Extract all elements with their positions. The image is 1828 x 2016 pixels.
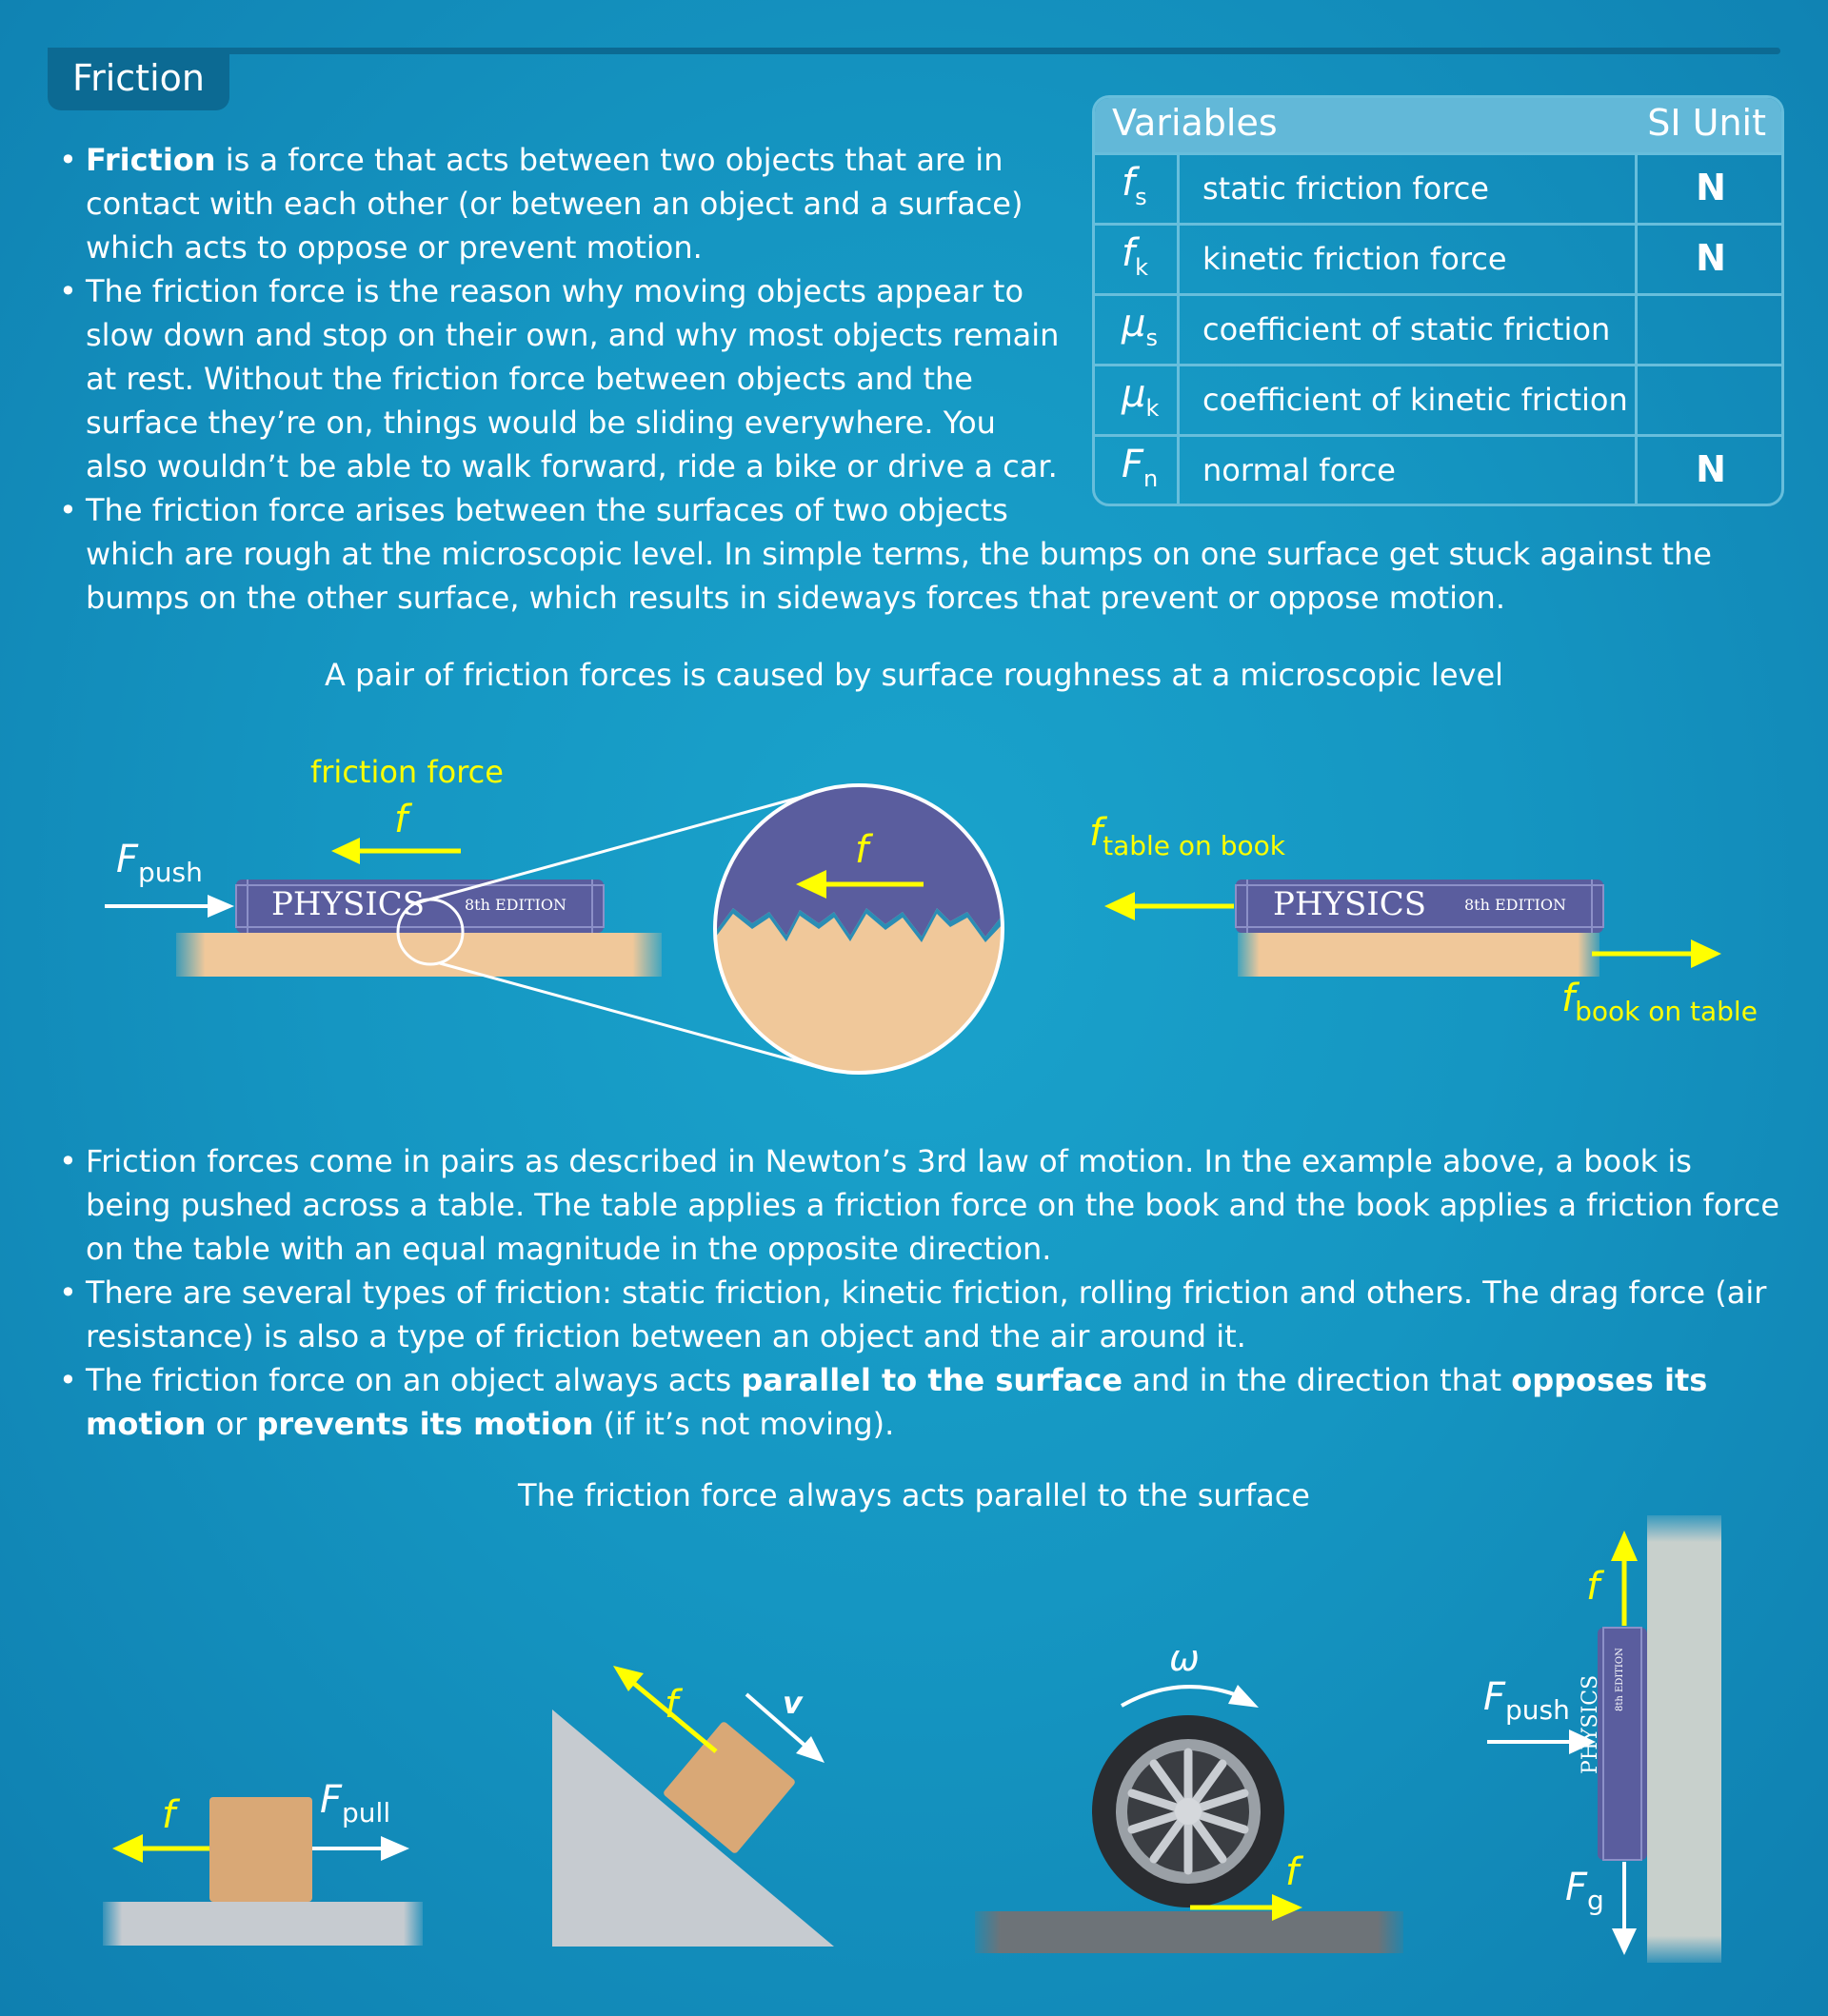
wheel-friction-symbol: f — [1285, 1850, 1300, 1894]
header-variables: Variables — [1112, 102, 1278, 144]
book-title: PHYSICS — [1273, 885, 1427, 923]
variable-symbol: $\mu_k$ — [1122, 372, 1160, 422]
gravity-label: $F_g$ — [1565, 1866, 1604, 1916]
diagram1-caption: A pair of friction forces is caused by surface roughness at a microscopic level — [324, 657, 1504, 693]
ramp — [552, 1710, 834, 1947]
push-arrow — [105, 895, 234, 918]
bullet-text: is a force that acts between two objects that are in contact with each other (or between an object and a surface) which acts to oppose or prevent motion. — [86, 142, 1023, 266]
bullet-friction-types: • There are several types of friction: static friction, kinetic friction, rolling friction and others. The drag force (air resistance) is also a type of friction between an object and the air around it. — [57, 1271, 1780, 1358]
variable-unit: N — [1696, 448, 1726, 490]
bullet-friction-reason: • The friction force is the reason why moving objects appear to slow down and stop on their own, and why most objects remain at rest. Without the friction force between objects and the surface they’re on, things would be sliding everywhere. You also wouldn’t be able to walk forward, ride a bike or drive a car. — [57, 269, 1066, 488]
book-edition-vertical: 8th EDITION — [1615, 1648, 1625, 1711]
push-force-label: $F_{push}$ — [116, 838, 203, 888]
bullet-parallel-direction: • The friction force on an object always acts parallel to the surface and in the direction that opposes its motion or prevents its motion (if it’s not moving). — [57, 1358, 1780, 1446]
zoom-friction-symbol: f — [855, 828, 869, 872]
variable-description: kinetic friction force — [1202, 241, 1507, 277]
variable-description: coefficient of static friction — [1202, 311, 1611, 347]
book-title-vertical: PHYSICS — [1579, 1674, 1602, 1774]
variable-symbol: $\mu_s$ — [1122, 302, 1158, 351]
friction-force-label: friction force — [310, 754, 504, 790]
omega-label: ω — [1169, 1637, 1200, 1679]
table-on-book-arrow — [1104, 892, 1234, 920]
zoomed-surface-view — [705, 781, 1019, 1085]
diagram2-caption: The friction force always acts parallel to the surface — [518, 1477, 1310, 1513]
bold-term: Friction — [86, 142, 216, 178]
pairs-bullets — [57, 1139, 1780, 1446]
variable-symbol: $f_k$ — [1122, 231, 1148, 281]
pull-force-label: $F_{pull}$ — [320, 1778, 391, 1828]
floor-surface — [103, 1902, 423, 1946]
wall-friction-arrow — [1611, 1531, 1638, 1626]
book-edition: 8th EDITION — [1464, 896, 1566, 914]
angular-velocity-arrow — [1122, 1685, 1259, 1708]
header-si-unit: SI Unit — [1647, 102, 1766, 144]
wall — [1647, 1515, 1721, 1963]
friction-symbol: f — [394, 798, 408, 841]
road-surface — [975, 1911, 1403, 1953]
table-surface — [176, 933, 662, 977]
bullet-text-rest: which are rough at the microscopic level. In simple terms, the bumps on one surface get stuck against the bumps on the other surface, which results in sideways forces that prevent or oppose motion. — [86, 536, 1712, 616]
variable-symbol: $f_s$ — [1122, 161, 1147, 210]
variable-symbol: $F_n$ — [1122, 443, 1159, 492]
variable-description: normal force — [1202, 452, 1396, 488]
variable-description: static friction force — [1202, 170, 1489, 207]
wall-friction-symbol: f — [1586, 1565, 1600, 1609]
variable-unit: N — [1696, 167, 1726, 208]
page-title: Friction — [72, 57, 205, 99]
book-on-table-label: $f_{book on table}$ — [1561, 977, 1758, 1027]
table-on-book-label: $f_{table on book}$ — [1089, 811, 1285, 861]
gravity-arrow — [1612, 1862, 1637, 1955]
incline-friction-symbol: f — [665, 1683, 679, 1727]
velocity-label: v — [783, 1685, 803, 1721]
wheel — [1092, 1715, 1284, 1907]
pull-arrow — [312, 1836, 409, 1861]
variable-unit: N — [1696, 237, 1726, 279]
wall-push-label: $F_{push}$ — [1483, 1675, 1570, 1726]
book-title: PHYSICS — [271, 885, 426, 923]
friction-arrow — [331, 838, 461, 864]
bullet-newton-pairs: • Friction forces come in pairs as described in Newton’s 3rd law of motion. In the example above, a book is being pushed across a table. The table applies a friction force on the book and the book applies a friction force on the table with an equal magnitude in the opposite direction. — [57, 1139, 1780, 1271]
book-on-table-arrow — [1592, 939, 1721, 968]
block-friction-arrow — [112, 1834, 209, 1863]
bullet-text-line1: The friction force arises between the surfaces of two objects — [86, 492, 1008, 528]
variable-description: coefficient of kinetic friction — [1202, 382, 1628, 418]
table-surface — [1238, 933, 1600, 977]
block-friction-symbol: f — [162, 1793, 176, 1837]
book-edition: 8th EDITION — [465, 896, 566, 914]
wooden-block — [209, 1797, 312, 1902]
